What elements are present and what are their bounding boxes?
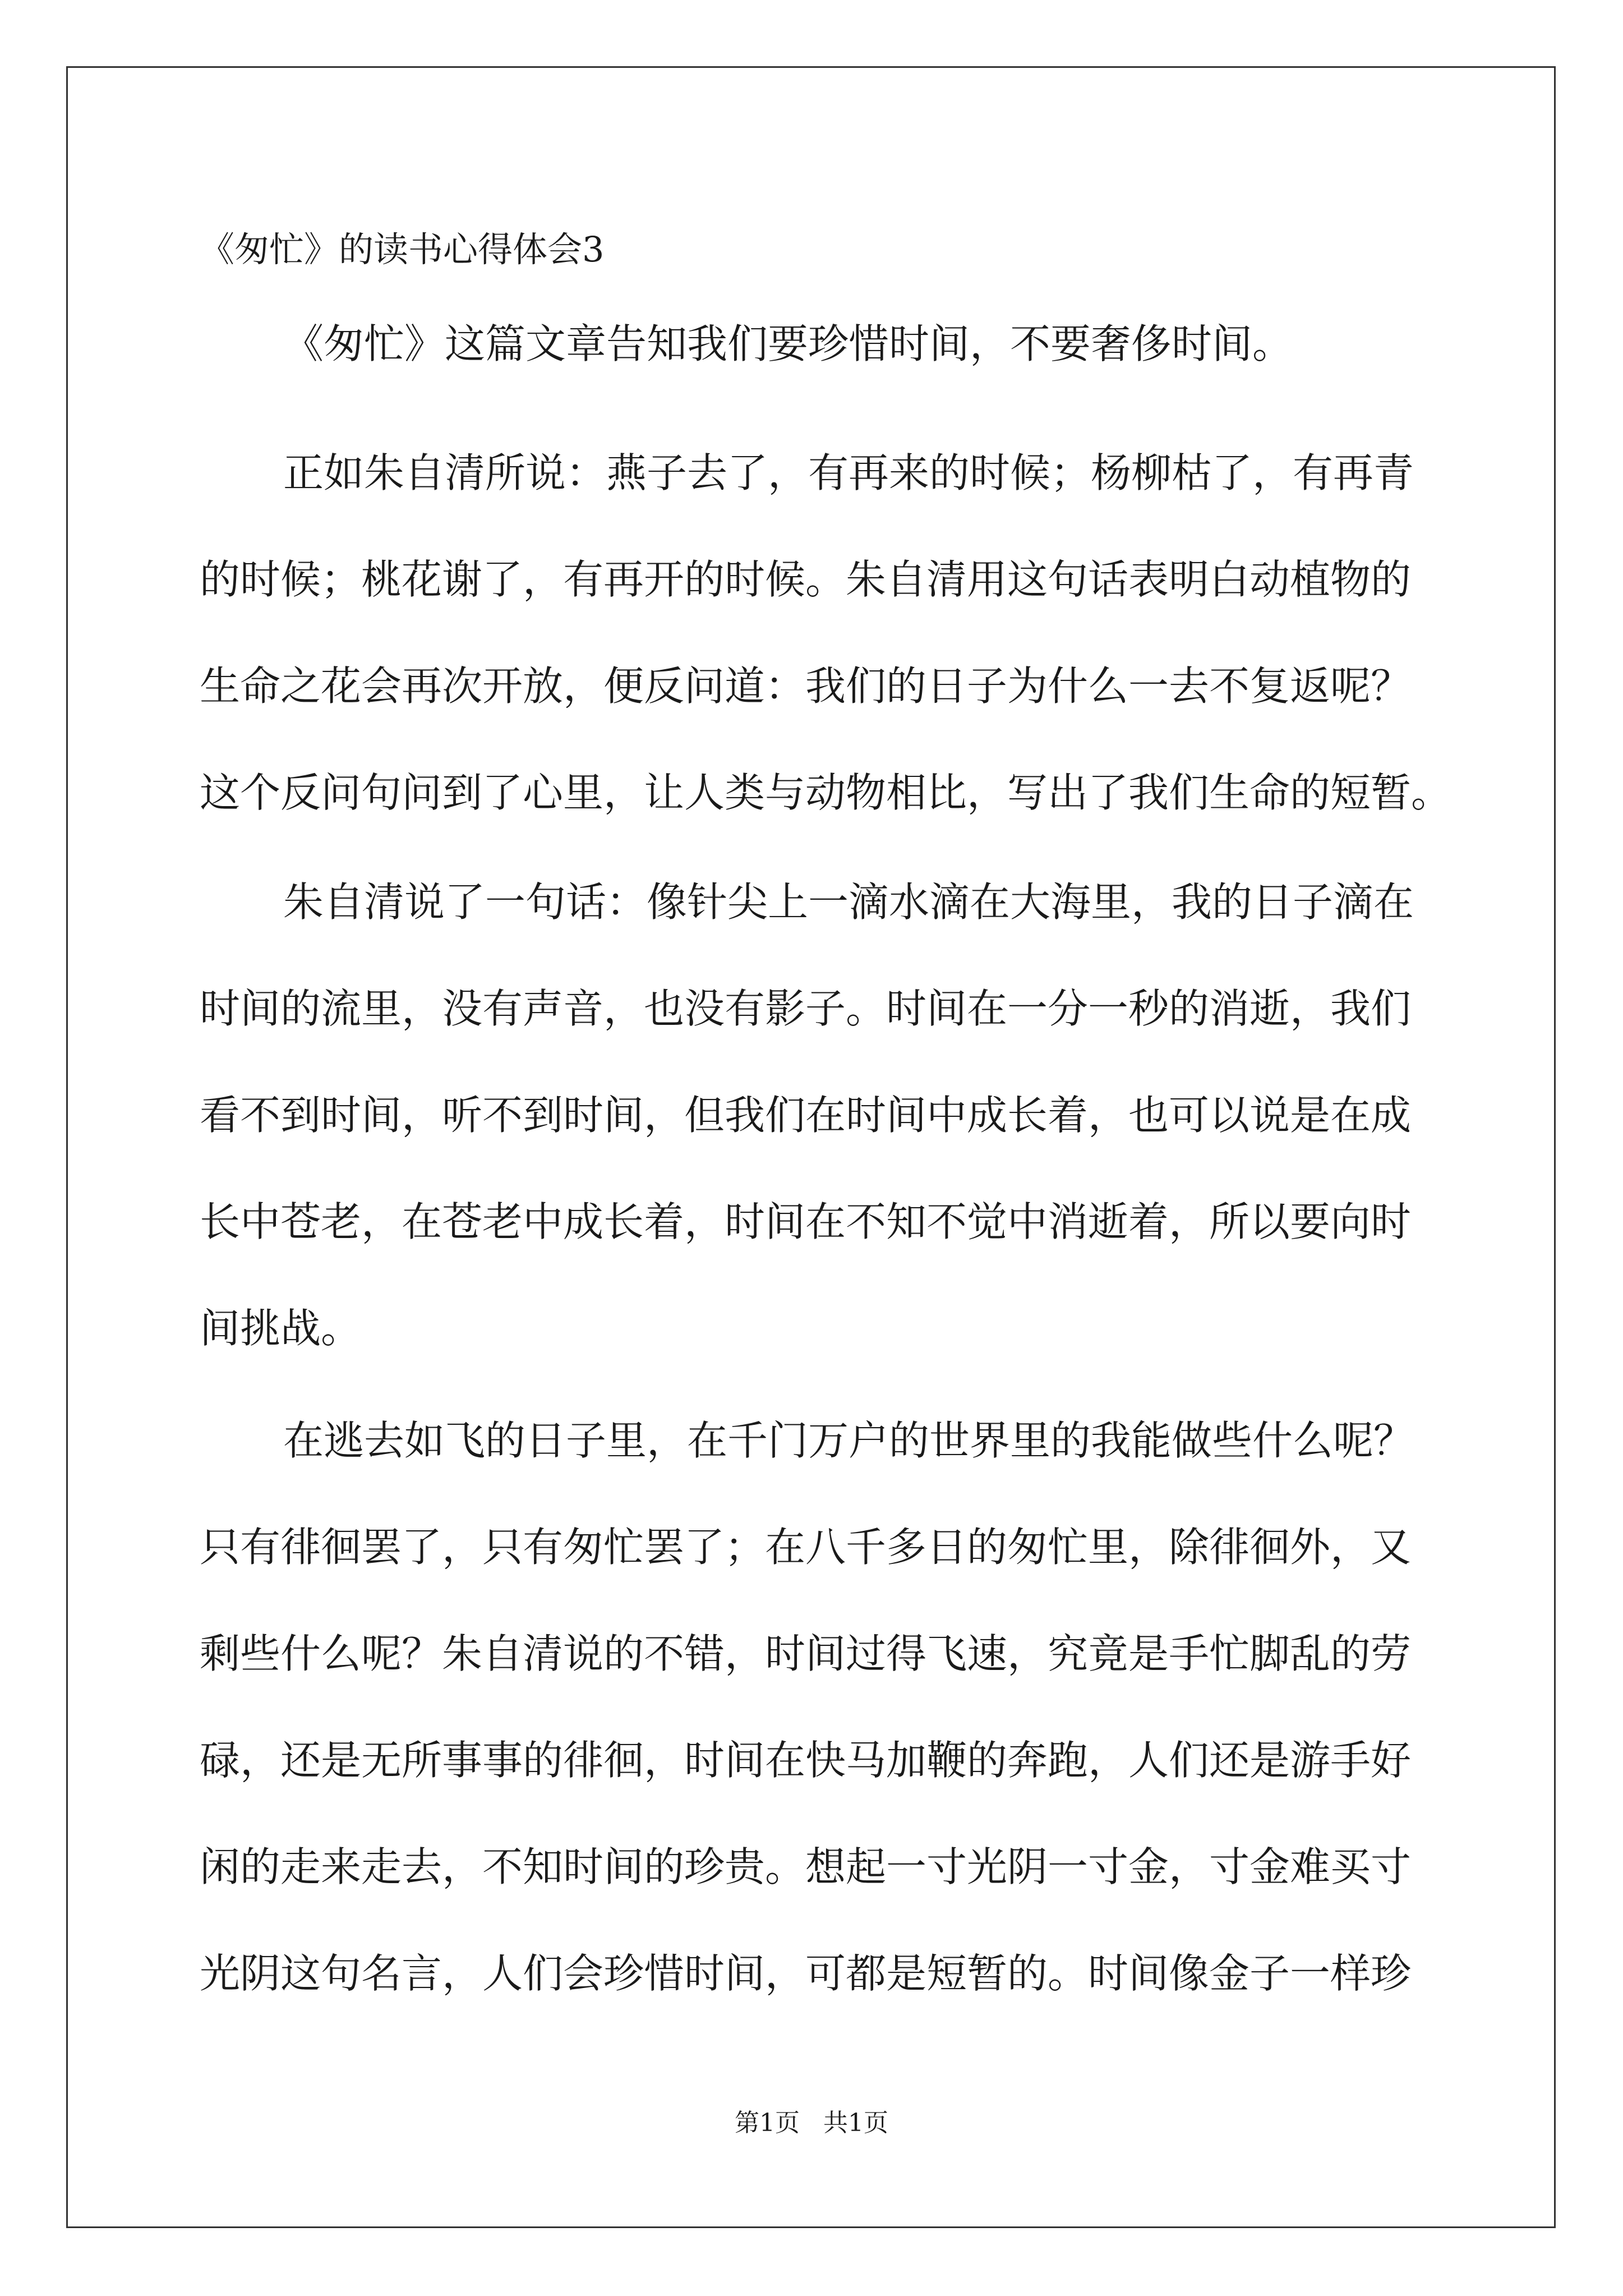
line-7: 时间的流里，没有声音，也没有影子。时间在一分一秒的消逝，我们 (200, 985, 1412, 1032)
line-2: 正如朱自清所说：燕子去了，有再来的时候；杨柳枯了，有再青 (283, 449, 1414, 496)
line-1: 《匆忙》这篇文章告知我们要珍惜时间，不要奢侈时间。 (283, 320, 1293, 367)
line-4: 生命之花会再次开放，便反问道：我们的日子为什么一去不复返呢？ (200, 662, 1412, 710)
line-16: 光阴这句名言，人们会珍惜时间，可都是短暂的。时间像金子一样珍 (200, 1950, 1412, 1997)
line-3: 的时候；桃花谢了，有再开的时候。朱自清用这句话表明白动植物的 (200, 556, 1412, 603)
line-9: 长中苍老，在苍老中成长着，时间在不知不觉中消逝着，所以要向时 (200, 1198, 1412, 1245)
line-5: 这个反问句问到了心里，让人类与动物相比，写出了我们生命的短暂。 (200, 769, 1452, 816)
line-14: 碌，还是无所事事的徘徊，时间在快马加鞭的奔跑，人们还是游手好 (200, 1737, 1412, 1784)
document-title: 《匆忙》的读书心得体会3 (200, 229, 605, 270)
page-number-footer: 第1页 共1页 (735, 2109, 888, 2137)
line-10: 间挑战。 (200, 1305, 362, 1352)
page-border (66, 66, 1556, 2228)
line-6: 朱自清说了一句话：像针尖上一滴水滴在大海里，我的日子滴在 (283, 878, 1414, 926)
line-8: 看不到时间，听不到时间，但我们在时间中成长着，也可以说是在成 (200, 1092, 1412, 1139)
line-13: 剩些什么呢？朱自清说的不错，时间过得飞速，究竟是手忙脚乱的劳 (200, 1630, 1412, 1677)
line-15: 闲的走来走去，不知时间的珍贵。想起一寸光阴一寸金，寸金难买寸 (200, 1843, 1412, 1890)
line-11: 在逃去如飞的日子里，在千门万户的世界里的我能做些什么呢？ (283, 1417, 1414, 1464)
line-12: 只有徘徊罢了，只有匆忙罢了；在八千多日的匆忙里，除徘徊外，又 (200, 1524, 1412, 1571)
